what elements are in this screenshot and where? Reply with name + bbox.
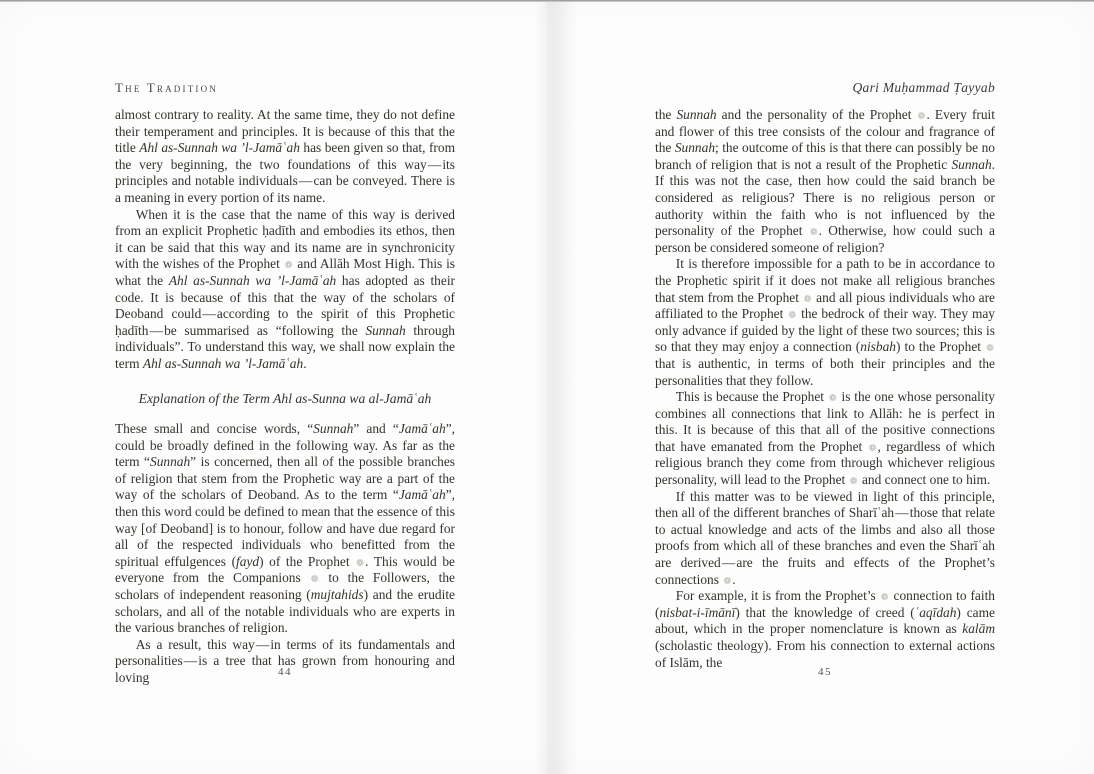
italic-term: nisbat-i-īmānī [659, 604, 736, 620]
prophet-honorific-icon: ❁ [917, 112, 926, 122]
italic-term: Sunnah [365, 322, 406, 338]
italic-term: ʿaqīdah [914, 604, 957, 620]
italic-term: kalām [962, 621, 995, 637]
companions-honorific-icon: ❁ [310, 575, 319, 586]
italic-term: nisbah [860, 339, 896, 355]
paragraph: For example, it is from the Prophet’s ❁ connection to faith (nisbat-i-īmānī) that the knowledge of creed (ʿaqīdah) came about, which in the proper nomenclature is known as kalām (scholastic theology). From his connection to external actions of Islām, the [655, 588, 995, 670]
prophet-honorific-icon: ❁ [868, 443, 877, 454]
prophet-honorific-icon: ❁ [788, 311, 797, 322]
italic-term: Sunnah [150, 454, 191, 470]
italic-term: mujtahids [310, 587, 364, 603]
right-page-body [655, 107, 995, 671]
italic-term: Sunnah [676, 107, 717, 122]
prophet-honorific-icon: ❁ [284, 261, 293, 272]
left-running-header: The Tradition [115, 80, 218, 95]
paragraph: This is because the Prophet ❁ is the one whose personality combines all connections that link to Allāh: he is perfect in this. It is because of this that all of the positive connections that have emanated from the Prophet ❁, regardless of which religious branch they come from through whichever religious personality, will lead to the Prophet ❁ and connect one to him. [655, 389, 995, 488]
prophet-honorific-icon: ❁ [828, 394, 837, 405]
paragraph: As a result, this way — in terms of its fundamentals and personalities — is a tree that has grown from honouring and loving [115, 636, 455, 685]
prophet-honorific-icon: ❁ [849, 477, 858, 488]
paragraph: If this matter was to be viewed in light of this principle, then all of the different branches of Sharīʿah — those that relate to actual knowledge and acts of the limbs and also all those proofs from which all of these branches and even the Sharīʿah are derived — are the fruits and effects of the Prophet’s connections ❁. [655, 488, 995, 587]
right-page-number: 45 [818, 666, 832, 678]
page-gutter-shadow [534, 2, 578, 774]
italic-term: Ahl as-Sunnah wa ’l-Jamāʿah [168, 272, 337, 288]
prophet-honorific-icon: ❁ [723, 576, 732, 587]
italic-term: Sunnah [674, 140, 716, 156]
prophet-honorific-icon: ❁ [803, 294, 812, 305]
italic-term: Jamāʿah [398, 421, 446, 437]
prophet-honorific-icon: ❁ [880, 593, 889, 604]
right-page [547, 0, 1094, 774]
paragraph: These small and concise words, “Sunnah” and “Jamāʿah”, could be broadly defined in the following way. As far as the term “Sunnah” is concerned, then all of the possible branches of religion that stem from the Prophetic way are a part of the way of the scholars of Deoband. As to the term “Jamāʿah”, then this word could be defined to mean that the essence of this way [of Deoband] is to honour, follow and have due regard for all of the respected individuals who benefitted from the spiritual effulgences (fayd) of the Prophet ❁. This would be everyone from the Companions ❁ to the Followers, the scholars of independent reasoning (mujtahids) and the erudite scholars, and all of the notable individuals who are experts in the various branches of religion. [115, 421, 455, 636]
italic-term: Sunnah [313, 421, 354, 437]
italic-term: Ahl as-Sunnah wa ’l-Jamāʿah [142, 355, 304, 371]
left-page-number: 44 [278, 666, 292, 678]
right-running-header: Qari Muḥammad Ṭayyab [852, 80, 995, 95]
prophet-honorific-icon: ❁ [986, 344, 994, 355]
italic-term: fayd [236, 553, 260, 569]
paragraph: When it is the case that the name of this way is derived from an explicit Prophetic ḥadīth and embodies its ethos, then it can be said that this way and its name are in synchronicity with the wishes of the Prophet ❁ and Allāh Most High. This is what the Ahl as-Sunnah wa ’l-Jamāʿah has adopted as their code. It is because of this that the way of the scholars of Deoband could — according to the spirit of this Prophetic ḥadīth — be summarised as “following the Sunnah through individuals”. To understand this way, we shall now explain the term Ahl as-Sunnah wa ’l-Jamāʿah. [115, 206, 455, 371]
prophet-honorific-icon: ❁ [356, 558, 365, 569]
section-heading: Explanation of the Term Ahl as-Sunna wa al-Jamāʿah [138, 390, 432, 406]
book-top-edge [0, 0, 1094, 2]
italic-term: Sunnah [951, 156, 992, 172]
prophet-honorific-icon: ❁ [809, 228, 818, 239]
paragraph: the Sunnah and the personality of the Prophet ❁. Every fruit and flower of this tree consists of the colour and fragrance of the Sunnah; the outcome of this is that there can possibly be no branch of religion that is not a result of the Prophetic Sunnah. If this was not the case, then how could the said branch be considered as religious? There is no religious person or authority within the faith who is not influenced by the personality of the Prophet ❁. Otherwise, how could such a person be considered someone of religion? [655, 107, 995, 255]
paragraph: It is therefore impossible for a path to be in accordance to the Prophetic spirit if it does not make all religious branches that stem from the Prophet ❁ and all pious individuals who are affiliated to the Prophet ❁ the bedrock of their way. They may only advance if guided by the light of these two sources; this is so that they may enjoy a connection (nisbah) to the Prophet ❁ that is authentic, in terms of both their principles and the personalities that they follow. [655, 256, 995, 388]
italic-term: Ahl as-Sunnah wa ’l-Jamāʿah [139, 140, 300, 156]
paragraph: almost contrary to reality. At the same time, they do not define their temperament and principles. It is because of this that the title Ahl as-Sunnah wa ’l-Jamāʿah has been given so that, from the very beginning, the two foundations of this way — its principles and notable individuals — can be conveyed. There is a meaning in every portion of its name. [115, 107, 455, 205]
left-page-body [115, 107, 455, 687]
italic-term: Jamāʿah [398, 487, 446, 503]
